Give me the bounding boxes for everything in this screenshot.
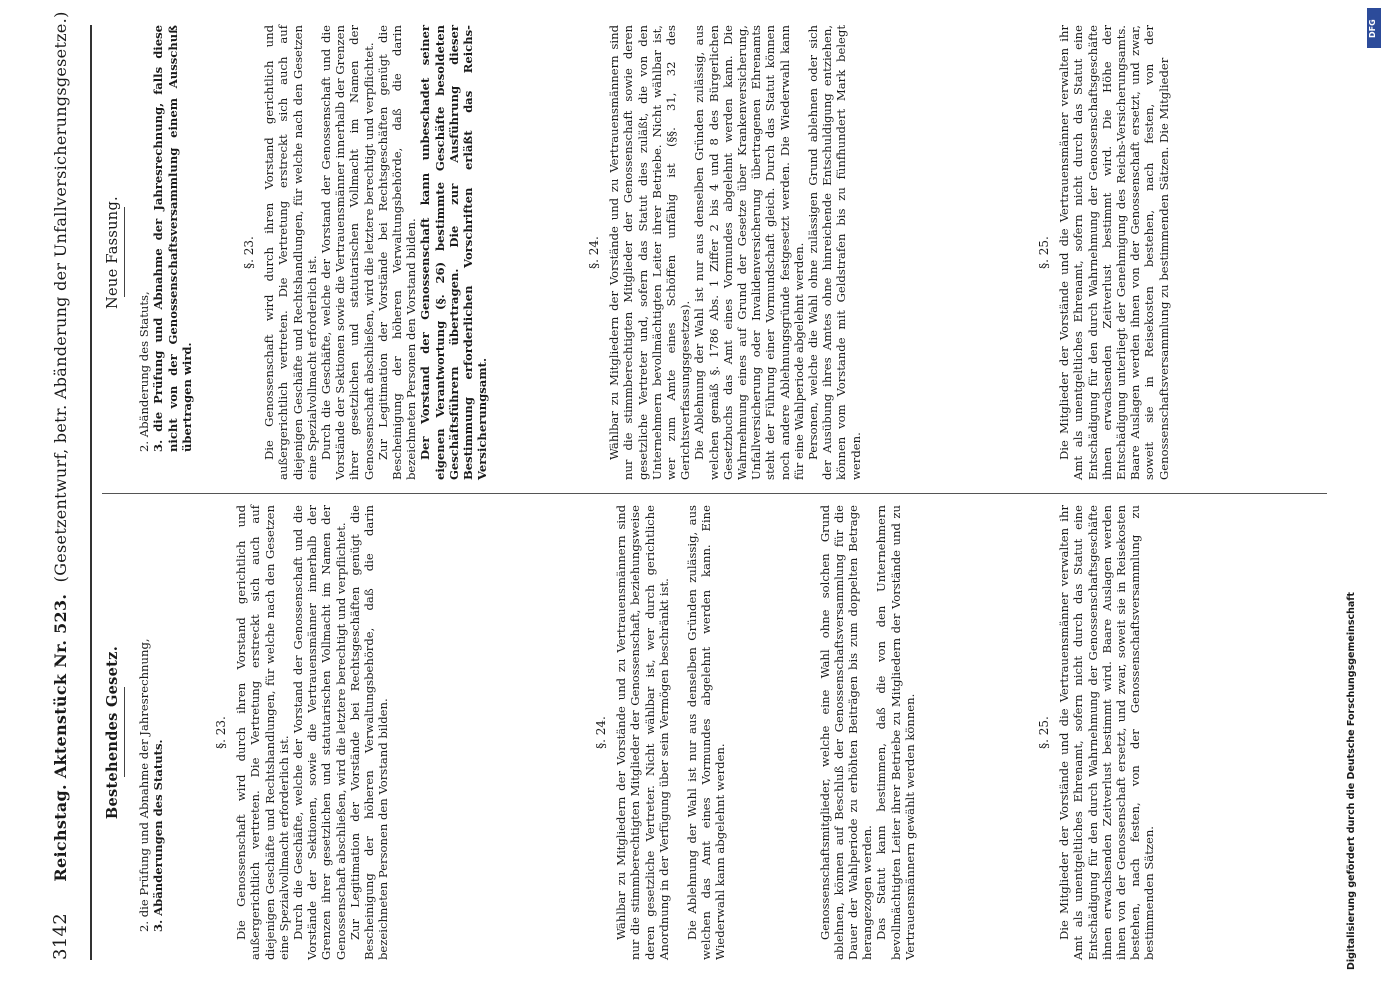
right-column: [102, 25, 1327, 480]
funding-note-text: Digitalisierung gefördert durch die Deutsche Forschungsgemeinschaft: [1346, 592, 1357, 970]
paragraph: Zur Legitimation der Vorstände bei Rechtsgeschäften genügt die Bescheinigung der höheren Verwaltungsbehörde, daß die darin bezeichneten Personen den Vorstand bilden.: [347, 505, 391, 960]
paragraph: Die Mitglieder der Vorstände und die Vertrauensmänner verwalten ihr Amt als unentgeltliches Ehrenamt, sofern nicht durch das Statut eine Entschädigung für den durch Wahrnehmung der Genossenschaftsgeschäfte ihnen erwachsenden Zeitverlust bestimmt wird. Die Höhe der Entschädigung unterliegt der Genehmigung des Reichs-Versicherungsamts. Baare Auslagen werden ihnen von der Genossenschaft ersetzt, und zwar, soweit sie in Reisekosten bestehen, nach festen, von der Genossenschaftsversammlung zu bestimmenden Sätzen. Die Mitglieder: [1057, 25, 1171, 480]
paragraph: Zur Legitimation der Vorstände bei Rechtsgeschäften genügt die Bescheinigung der höheren Verwaltungsbehörde, daß die darin bezeichneten Personen den Vorstand bilden.: [375, 25, 419, 480]
paragraph: Genossenschaftsmitglieder, welche eine Wahl ohne solchen Grund ablehnen, können auf Beschluß der Genossenschaftsversammlung für die Dauer der Wahlperiode zu erhöhten Beiträgen bis zum doppelten Betrage herangezogen werden.: [817, 505, 875, 960]
section-label: §. 23.: [242, 236, 256, 269]
paragraph: Durch die Geschäfte, welche der Vorstand der Genossenschaft und die Vorstände der Sektionen, sowie die Vertrauensmänner innerhalb der Grenzen ihrer gesetzlichen und statutarischen Vollmacht im Namen der Genossenschaft abschließen, wird die letztere berechtigt und verpflichtet.: [291, 505, 348, 960]
page-number: 3142: [50, 912, 71, 960]
list-item: 3. Abänderungen des Statuts.: [151, 739, 166, 932]
right-section-23: [242, 25, 489, 480]
document-subtitle: (Gesetzentwurf, betr. Abänderung der Unfallversicherungsgesetze.): [51, 11, 70, 583]
section-label: §. 23.: [214, 716, 228, 749]
paragraph: Wählbar zu Mitgliedern der Vorstände und zu Vertrauensmännern sind nur die stimmberechtigten Mitglieder der Genossenschaft, beziehungsweise deren gesetzliche Vertreter. Nicht wählbar ist, wer durch gerichtliche Anordnung in der Verfügung über sein Vermögen beschränkt ist.: [614, 505, 671, 960]
list-item: 3. die Prüfung und Abnahme der Jahresrechnung, falls diese nicht von der Genossenschaftsversammlung einem Ausschuß übertragen wird.: [151, 25, 194, 452]
left-section-25: [1037, 505, 1157, 960]
paragraph: Die Genossenschaft wird durch ihren Vorstand gerichtlich und außergerichtlich vertreten. Die Vertretung erstreckt sich auch auf diejenigen Geschäfte und Rechtshandlungen, für welche nach den Gesetzen eine Spezialvollmacht erforderlich ist.: [234, 505, 291, 960]
section-label: §. 25.: [1037, 716, 1051, 749]
section-label: §. 24.: [594, 716, 608, 749]
paragraph: Die Ablehnung der Wahl ist nur aus denselben Gründen zulässig, aus welchen gemäß §. 1786 Abs. 1 Ziffer 2 bis 4 und 8 des Bürgerlichen Gesetzbuchs das Amt eines Vormundes abgelehnt werden kann. Die Wahrnehmung eines auf Grund der Gesetze über Krankenversicherung, Unfallversicherung oder Invalidenversicherung übertragenen Ehrenamts steht der Führung einer Vormundschaft gleich. Durch das Statut können noch andere Ablehnungsgründe festgesetzt werden. Die Wiederwahl kann für eine Wahlperiode abgelehnt werden.: [692, 25, 806, 480]
right-section-24: [587, 25, 863, 480]
section-label: §. 24.: [587, 236, 601, 269]
heading-underline: [124, 688, 125, 778]
header-rule: [90, 25, 92, 960]
document-title: Reichstag. Aktenstück Nr. 523.: [51, 593, 70, 882]
paragraph: Die Mitglieder der Vorstände und die Vertrauensmänner verwalten ihr Amt als unentgeltliches Ehrenamt, sofern nicht durch das Statut eine Entschädigung für den durch Wahrnehmung der Genossenschaftsgeschäfte ihnen erwachsenden Zeitverlust bestimmt wird. Baare Auslagen werden ihnen von der Genossenschaft ersetzt, und zwar, soweit sie in Reisekosten bestehen, nach festen, von der Genossenschaftsversammlung zu bestimmenden Sätzen.: [1057, 505, 1157, 960]
left-section-23: [214, 505, 390, 960]
left-column: [102, 505, 1327, 960]
right-column-heading: Neue Fassung.: [105, 196, 121, 309]
left-column-heading: Bestehendes Gesetz.: [104, 645, 121, 820]
paragraph: Die Genossenschaft wird durch ihren Vorstand gerichtlich und außergerichtlich vertreten. Die Vertretung erstreckt sich auch auf diejenigen Geschäfte und Rechtshandlungen, für welche nach den Gesetzen eine Spezialvollmacht erforderlich ist.: [262, 25, 319, 480]
column-divider: [102, 493, 1327, 494]
heading-underline: [124, 208, 125, 298]
paragraph: Wählbar zu Mitgliedern der Vorstände und zu Vertrauensmännern sind nur die stimmberechtigten Mitglieder der Genossenschaft sowie deren gesetzliche Vertreter und, sofern das Statut dies zuläßt, die von den Unternehmern bevollmächtigten Leiter ihrer Betriebe. Nicht wählbar ist, wer zum Amte eines Schöffen unfähig ist (§§. 31, 32 des Gerichtsverfassungsgesetzes).: [607, 25, 693, 480]
list-item: 2. die Prüfung und Abnahme der Jahresrechnung,: [137, 638, 152, 932]
right-section-25: [1037, 25, 1171, 480]
funding-note: [1346, 20, 1376, 970]
paragraph: Die Ablehnung der Wahl ist nur aus denselben Gründen zulässig, aus welchen das Amt eines Vormundes abgelehnt werden kann. Eine Wiederwahl kann abgelehnt werden.: [685, 505, 728, 960]
paragraph: Der Vorstand der Genossenschaft kann unbeschadet seiner eigenen Verantwortung (§. 26) bestimmte Geschäfte besoldeten Geschäftsführern übertragen. Die zur Ausführung dieser Bestimmung erforderlichen Vorschriften erläßt das Reichs-Versicherungsamt.: [418, 25, 490, 480]
paragraph: Personen, welche die Wahl ohne zulässigen Grund ablehnen oder sich der Ausübung ihres Amtes ohne hinreichende Entschuldigung entziehen, können vom Vorstande mit Geldstrafen bis zu fünfhundert Mark belegt werden.: [806, 25, 863, 480]
section-label: §. 25.: [1037, 236, 1051, 269]
page-header: [50, 11, 90, 960]
dfg-logo: [1367, 8, 1381, 48]
paragraph: Durch die Geschäfte, welche der Vorstand der Genossenschaft und die Vorstände der Sektionen sowie die Vertrauensmänner innerhalb der Grenzen ihrer gesetzlichen und statutarischen Vollmacht im Namen der Genossenschaft abschließen, wird die letztere berechtigt und verpflichtet.: [319, 25, 376, 480]
left-section-24: [594, 505, 917, 960]
rotated-page: [50, 11, 1340, 960]
list-item: 2. Abänderung des Statuts,: [137, 291, 152, 452]
dfg-logo-text: DFG: [1368, 19, 1377, 38]
paragraph: Das Statut kann bestimmen, daß die von den Unternehmern bevollmächtigten Leiter ihrer Betriebe zu Mitgliedern der Vorstände und zu Vertrauensmännern gewählt werden können.: [874, 505, 917, 960]
